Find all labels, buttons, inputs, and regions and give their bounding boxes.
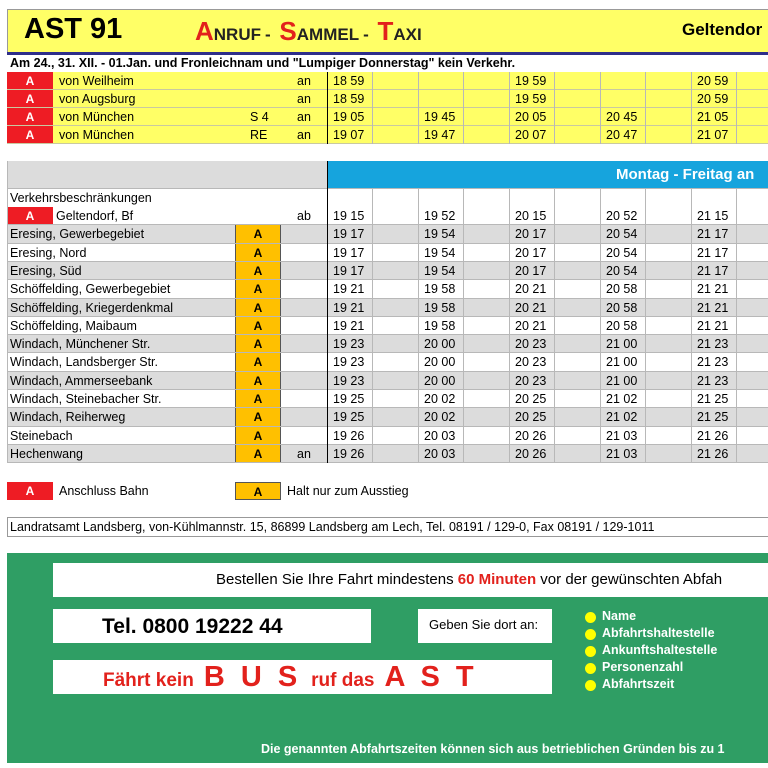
service-note: Am 24., 31. XII. - 01.Jan. und Fronleichnam und "Lumpiger Donnerstag" kein Verkehr. [10, 56, 516, 70]
stop-time: 20 17 [515, 227, 547, 242]
stop-marker: A [235, 280, 281, 298]
bullet-icon [585, 629, 596, 640]
stop-time: 19 21 [333, 282, 365, 297]
stop-time: 20 54 [606, 245, 638, 260]
stop-marker: A [235, 299, 281, 317]
stop-time: 21 17 [697, 263, 729, 278]
stop-time: 19 58 [424, 318, 456, 333]
connection-line: RE [250, 128, 268, 142]
stop-name: Windach, Reiherweg [10, 410, 126, 425]
column-divider [736, 207, 737, 463]
stop-time: 21 25 [697, 392, 729, 406]
disclaimer: Die genannten Abfahrtszeiten können sich aus betrieblichen Gründen bis zu 1 [261, 742, 725, 756]
info-item [585, 660, 717, 677]
column-divider [554, 207, 555, 463]
column-divider [600, 188, 601, 207]
stop-marker: A [235, 372, 281, 390]
stop-name: Steinebach [10, 428, 73, 443]
connection-badge: A [7, 72, 53, 90]
connection-time: 20 45 [606, 110, 638, 124]
stop-marker: A [235, 445, 281, 463]
stop-time: 19 17 [333, 263, 365, 278]
stop-time: 19 23 [333, 355, 365, 370]
line-number: AST 91 [24, 13, 123, 45]
table-left-border [7, 161, 8, 463]
row-divider [7, 188, 768, 189]
stop-time: 21 00 [606, 337, 638, 352]
connection-time: 21 05 [697, 110, 729, 124]
stop-time: 21 25 [697, 410, 729, 425]
info-item [585, 643, 717, 660]
column-divider [418, 188, 419, 207]
connection-time: 20 47 [606, 128, 638, 142]
stop-time: 20 15 [515, 209, 547, 223]
connection-line: S 4 [250, 110, 269, 124]
connection-time: 18 59 [333, 92, 365, 106]
stop-dir: an [297, 446, 311, 461]
stop-name: Eresing, Nord [10, 245, 87, 260]
connection-dir: an [297, 128, 311, 142]
stop-time: 20 21 [515, 318, 547, 333]
stop-time: 21 03 [606, 446, 638, 461]
connection-time: 20 05 [515, 110, 547, 124]
connection-origin: von Augsburg [59, 92, 136, 106]
stop-name: Schöffelding, Maibaum [10, 318, 137, 333]
stop-time: 20 52 [606, 209, 638, 223]
order-text: Bestellen Sie Ihre Fahrt mindestens 60 Minuten vor der gewünschten Abfah [216, 571, 723, 588]
stop-time: 21 00 [606, 355, 638, 370]
stop-name: Schöffelding, Kriegerdenkmal [10, 300, 174, 315]
stop-name: Windach, Ammerseebank [10, 373, 153, 388]
column-divider [645, 207, 646, 463]
column-divider [645, 188, 646, 207]
connection-origin: von Weilheim [59, 74, 134, 88]
stop-time: 20 58 [606, 282, 638, 297]
stop-time: 21 26 [697, 446, 729, 461]
legend-y-label: Halt nur zum Ausstieg [287, 484, 409, 498]
stop-time: 20 26 [515, 446, 547, 461]
stop-time: 20 21 [515, 300, 547, 315]
stop-name: Hechenwang [10, 446, 83, 461]
column-divider [372, 207, 373, 463]
column-divider [691, 207, 692, 463]
column-divider [372, 188, 373, 207]
stop-time: 20 26 [515, 428, 547, 443]
column-divider [418, 207, 419, 463]
stop-name: Geltendorf, Bf [56, 209, 134, 223]
geben-label: Geben Sie dort an: [429, 617, 539, 632]
stop-time: 20 23 [515, 373, 547, 388]
column-divider [327, 207, 328, 463]
connection-badge: A [7, 90, 53, 108]
stop-row-bg [7, 244, 768, 262]
schedule-header-left [7, 161, 327, 188]
connection-time: 18 59 [333, 74, 365, 88]
stop-time: 20 58 [606, 318, 638, 333]
info-item-label: Abfahrtshaltestelle [602, 626, 715, 640]
column-divider [691, 188, 692, 207]
stop-time: 20 54 [606, 263, 638, 278]
stop-time: 19 15 [333, 209, 365, 223]
stop-time: 21 02 [606, 392, 638, 406]
stop-time: 20 00 [424, 373, 456, 388]
stop-time: 21 21 [697, 282, 729, 297]
column-divider [509, 72, 510, 144]
stop-time: 20 25 [515, 392, 547, 406]
stop-badge: A [7, 207, 53, 225]
stop-row-bg [7, 262, 768, 280]
stop-marker: A [235, 390, 281, 408]
info-item-label: Ankunftshaltestelle [602, 643, 718, 657]
connection-time: 20 59 [697, 74, 729, 88]
connection-time: 19 47 [424, 128, 456, 142]
row-divider [7, 143, 768, 144]
stop-time: 20 00 [424, 337, 456, 352]
stop-time: 21 21 [697, 300, 729, 315]
bullet-icon [585, 663, 596, 674]
stop-name: Windach, Steinebacher Str. [10, 392, 162, 406]
connection-dir: an [297, 110, 311, 124]
info-item-label: Personenzahl [602, 660, 684, 674]
stop-time: 21 17 [697, 227, 729, 242]
info-item-label: Abfahrtszeit [602, 677, 675, 691]
header-underline [7, 52, 768, 55]
stop-marker: A [235, 262, 281, 280]
column-divider [463, 188, 464, 207]
column-divider [418, 72, 419, 144]
stop-time: 21 15 [697, 209, 729, 223]
stop-time: 20 58 [606, 300, 638, 315]
info-list [585, 609, 717, 694]
stop-name: Eresing, Gewerbegebiet [10, 227, 145, 242]
stop-time: 19 54 [424, 245, 456, 260]
row-divider [7, 462, 768, 463]
column-divider [600, 72, 601, 144]
stop-row-bg [7, 427, 768, 445]
stop-time: 20 54 [606, 227, 638, 242]
stop-time: 21 23 [697, 355, 729, 370]
stop-time: 19 58 [424, 300, 456, 315]
day-label: Montag - Freitag an [616, 166, 755, 183]
stop-marker: A [235, 244, 281, 262]
stop-time: 20 17 [515, 263, 547, 278]
stop-name: Windach, Landsberger Str. [10, 355, 158, 370]
stop-time: 21 02 [606, 410, 638, 425]
column-divider [600, 207, 601, 463]
stop-time: 21 00 [606, 373, 638, 388]
stop-time: 19 23 [333, 373, 365, 388]
connection-badge: A [7, 126, 53, 144]
connection-time: 20 07 [515, 128, 547, 142]
stop-marker: A [235, 353, 281, 371]
connection-time: 19 07 [333, 128, 365, 142]
stop-marker: A [235, 408, 281, 426]
stop-name: Eresing, Süd [10, 263, 82, 278]
connection-dir: an [297, 74, 311, 88]
info-item [585, 609, 717, 626]
stop-marker: A [235, 335, 281, 353]
stop-time: 19 21 [333, 300, 365, 315]
stop-time: 19 58 [424, 282, 456, 297]
stop-name: Schöffelding, Gewerbegebiet [10, 282, 171, 297]
stop-time: 20 00 [424, 355, 456, 370]
column-divider [736, 72, 737, 144]
legend-a-label: Anschluss Bahn [59, 484, 149, 498]
connection-origin: von München [59, 128, 135, 142]
column-divider [372, 72, 373, 144]
connection-time: 19 05 [333, 110, 365, 124]
connection-time: 19 59 [515, 74, 547, 88]
stop-time: 19 54 [424, 263, 456, 278]
column-divider [327, 161, 328, 207]
service-name: ANRUF - SAMMEL - TAXI [195, 16, 422, 46]
stop-time: 21 17 [697, 245, 729, 260]
connection-time: 19 45 [424, 110, 456, 124]
stop-marker: A [235, 225, 281, 243]
stop-time: 21 03 [606, 428, 638, 443]
stop-time: 20 03 [424, 428, 456, 443]
column-divider [645, 72, 646, 144]
stop-time: 19 21 [333, 318, 365, 333]
connection-dir: an [297, 92, 311, 106]
stop-time: 19 25 [333, 392, 365, 406]
stop-time: 19 52 [424, 209, 456, 223]
info-item [585, 677, 717, 694]
column-divider [463, 207, 464, 463]
column-divider [509, 207, 510, 463]
stop-time: 20 17 [515, 245, 547, 260]
connection-badge: A [7, 108, 53, 126]
connection-time: 19 59 [515, 92, 547, 106]
column-divider [509, 188, 510, 207]
column-divider [327, 72, 328, 144]
column-divider [736, 188, 737, 207]
legend-y-badge: A [235, 482, 281, 500]
stop-time: 19 26 [333, 446, 365, 461]
connection-time: 21 07 [697, 128, 729, 142]
column-divider [554, 188, 555, 207]
stop-dir: ab [297, 209, 311, 223]
stop-time: 20 02 [424, 392, 456, 406]
stop-time: 19 54 [424, 227, 456, 242]
restrictions-label: Verkehrsbeschränkungen [10, 191, 152, 205]
legend-a-badge: A [7, 482, 53, 500]
info-item [585, 626, 717, 643]
slogan: Fährt kein B U S ruf das A S T [103, 661, 478, 693]
stop-marker: A [235, 427, 281, 445]
stop-row-bg [7, 445, 768, 463]
info-item-label: Name [602, 609, 637, 623]
footer-address: Landratsamt Landsberg, von-Kühlmannstr. 15, 86899 Landsberg am Lech, Tel. 08191 / 129-0, Fax 08191 / 129-1011 [7, 517, 768, 537]
stop-time: 20 23 [515, 337, 547, 352]
stop-time: 19 23 [333, 337, 365, 352]
column-divider [463, 72, 464, 144]
stop-time: 19 17 [333, 227, 365, 242]
stop-marker: A [235, 317, 281, 335]
phone-number[interactable]: Tel. 0800 19222 44 [102, 615, 283, 638]
stop-time: 21 21 [697, 318, 729, 333]
bullet-icon [585, 680, 596, 691]
stop-time: 19 26 [333, 428, 365, 443]
stop-time: 19 17 [333, 245, 365, 260]
stop-time: 21 23 [697, 373, 729, 388]
stop-time: 20 23 [515, 355, 547, 370]
connection-origin: von München [59, 110, 135, 124]
stop-time: 20 02 [424, 410, 456, 425]
bullet-icon [585, 646, 596, 657]
connection-time: 20 59 [697, 92, 729, 106]
stop-time: 20 25 [515, 410, 547, 425]
stop-time: 20 03 [424, 446, 456, 461]
stop-time: 21 23 [697, 337, 729, 352]
column-divider [691, 72, 692, 144]
stop-time: 21 26 [697, 428, 729, 443]
column-divider [554, 72, 555, 144]
bullet-icon [585, 612, 596, 623]
stop-time: 20 21 [515, 282, 547, 297]
header-place: Geltendor [682, 20, 763, 39]
stop-name: Windach, Münchener Str. [10, 337, 151, 352]
stop-time: 19 25 [333, 410, 365, 425]
